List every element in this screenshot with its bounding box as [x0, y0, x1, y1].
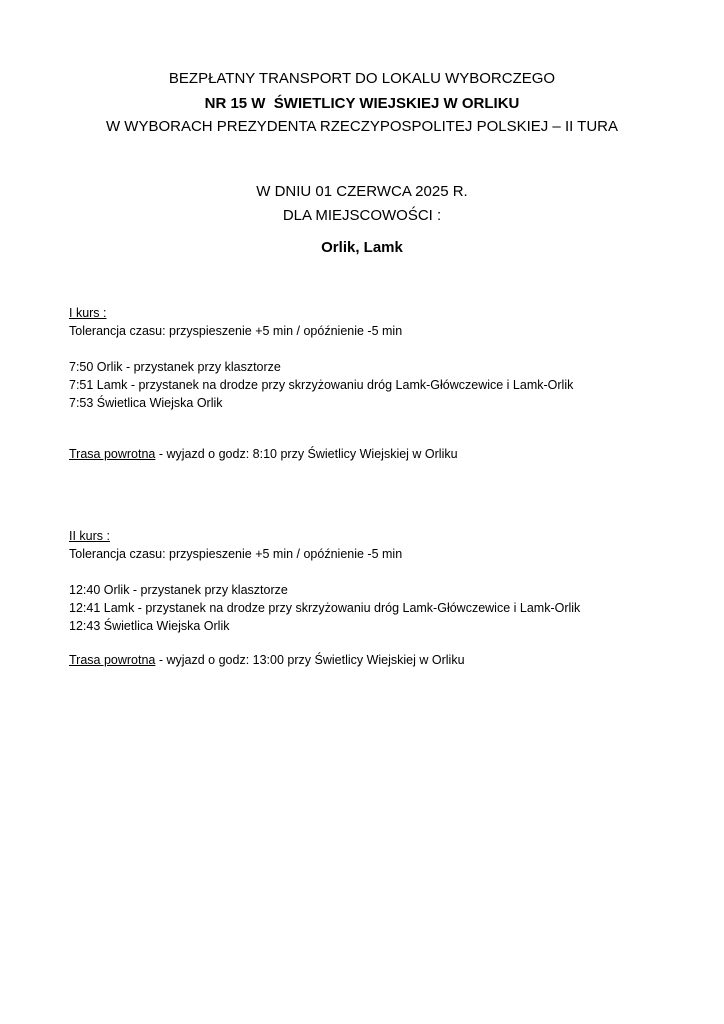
course-1-return-label: Trasa powrotna — [69, 447, 156, 461]
title-line-2: NR 15 W ŚWIETLICY WIEJSKIEJ W ORLIKU — [204, 95, 520, 112]
course-1-return-text: - wyjazd o godz: 8:10 przy Świetlicy Wiejskiej w Orliku — [155, 447, 458, 461]
places: Orlik, Lamk — [321, 239, 403, 256]
course-1-stop: 7:53 Świetlica Wiejska Orlik — [69, 396, 223, 410]
course-2-return-label: Trasa powrotna — [69, 653, 156, 667]
course-2-stop: 12:43 Świetlica Wiejska Orlik — [69, 619, 230, 633]
title-line-3: W WYBORACH PREZYDENTA RZECZYPOSPOLITEJ POLSKIEJ – II TURA — [105, 118, 619, 135]
course-2-return — [69, 651, 709, 669]
course-2-return-text: - wyjazd o godz: 13:00 przy Świetlicy Wiejskiej w Orliku — [155, 653, 465, 667]
course-2-stop: 12:40 Orlik - przystanek przy klasztorze — [69, 583, 288, 597]
course-1 — [69, 304, 709, 412]
for-places-label: DLA MIEJSCOWOŚCI : — [282, 207, 442, 224]
title-line-1: BEZPŁATNY TRANSPORT DO LOKALU WYBORCZEGO — [168, 70, 556, 87]
course-1-stop: 7:51 Lamk - przystanek na drodze przy skrzyżowaniu dróg Lamk-Główczewice i Lamk-Orlik — [69, 378, 574, 392]
course-1-stop: 7:50 Orlik - przystanek przy klasztorze — [69, 360, 281, 374]
course-2-tolerance: Tolerancja czasu: przyspieszenie +5 min / opóźnienie -5 min — [69, 547, 403, 561]
course-1-title: I kurs : — [69, 306, 107, 320]
course-1-return — [69, 445, 709, 463]
course-1-tolerance: Tolerancja czasu: przyspieszenie +5 min / opóźnienie -5 min — [69, 324, 403, 338]
course-2 — [69, 527, 709, 635]
course-2-stop: 12:41 Lamk - przystanek na drodze przy skrzyżowaniu dróg Lamk-Główczewice i Lamk-Orlik — [69, 601, 581, 615]
election-date: W DNIU 01 CZERWCA 2025 R. — [256, 183, 468, 200]
course-2-title: II kurs : — [69, 529, 110, 543]
